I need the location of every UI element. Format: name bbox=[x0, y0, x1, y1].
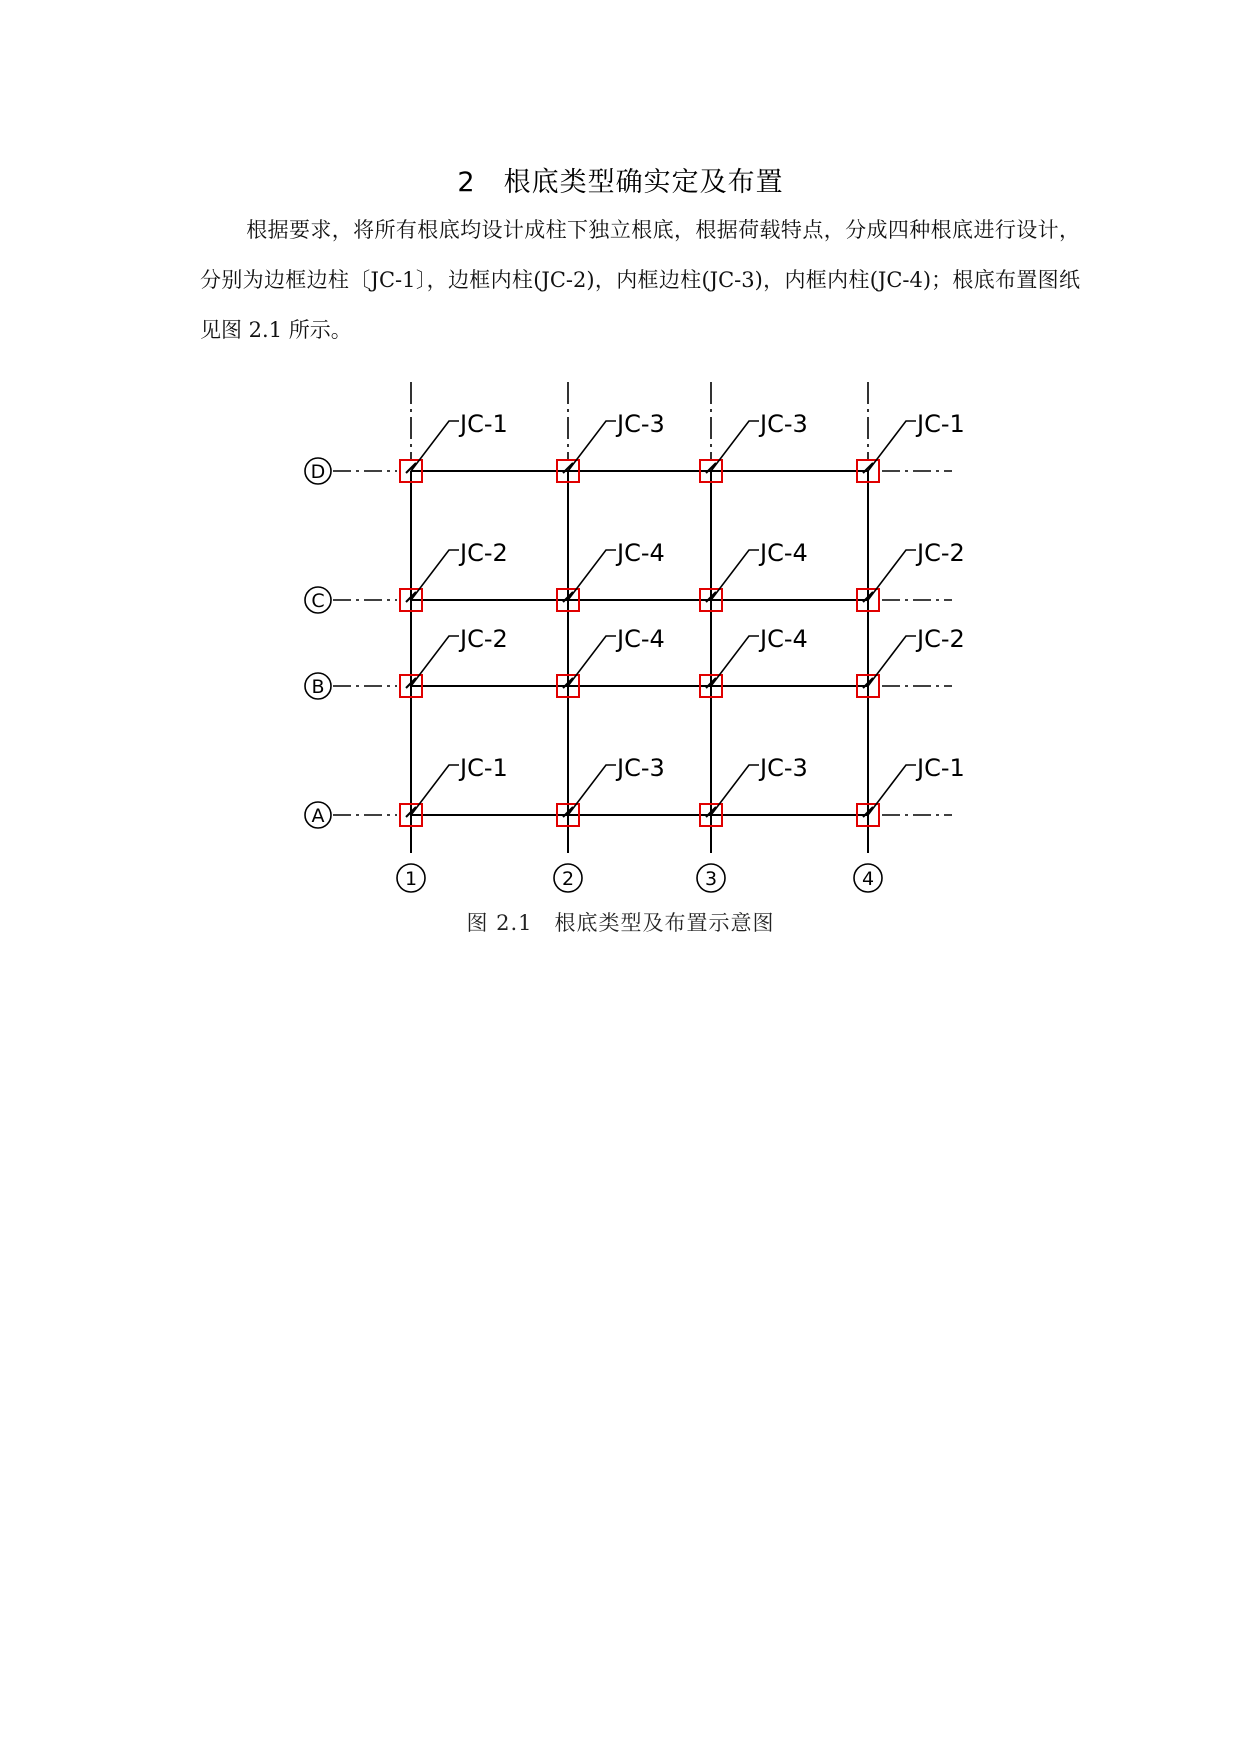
body-paragraph: 根据要求，将所有根底均设计成柱下独立根底，根据荷载特点，分成四种根底进行设计，分别为边框边柱〔JC-1〕，边框内柱(JC-2)，内框边柱(JC-3)，内框内柱(JC-4)；根底布置图纸见图 2.1 所示。 bbox=[200, 218, 1080, 342]
footing-label: JC-1 bbox=[460, 410, 508, 438]
footing-label: JC-3 bbox=[617, 754, 665, 782]
footing-leader bbox=[568, 765, 616, 815]
column-axis-label: 1 bbox=[404, 868, 418, 890]
footing-label: JC-1 bbox=[460, 754, 508, 782]
footing-label: JC-4 bbox=[617, 539, 665, 567]
footing-leader bbox=[711, 636, 759, 686]
figure-caption: 图 2.1 根底类型及布置示意图 bbox=[466, 911, 775, 935]
column-axis-label: 4 bbox=[861, 868, 875, 890]
footing-leader bbox=[711, 421, 759, 471]
footing-label: JC-1 bbox=[917, 410, 965, 438]
footing-leader bbox=[868, 765, 916, 815]
footing-label: JC-4 bbox=[617, 625, 665, 653]
column-axis-label: 3 bbox=[704, 868, 718, 890]
footing-leader bbox=[711, 550, 759, 600]
footing-label: JC-4 bbox=[760, 625, 808, 653]
column-axis-label: 2 bbox=[561, 868, 575, 890]
footing-leader bbox=[711, 765, 759, 815]
footing-label: JC-3 bbox=[617, 410, 665, 438]
row-axis-label: C bbox=[311, 590, 325, 612]
footing-label: JC-2 bbox=[460, 539, 508, 567]
row-axis-label: D bbox=[310, 461, 326, 483]
footing-label: JC-4 bbox=[760, 539, 808, 567]
footing-leader bbox=[411, 765, 459, 815]
footing-leader bbox=[568, 550, 616, 600]
footing-leader bbox=[868, 550, 916, 600]
footing-leader bbox=[411, 421, 459, 471]
footing-leader bbox=[411, 550, 459, 600]
footing-label: JC-2 bbox=[460, 625, 508, 653]
footing-label: JC-2 bbox=[917, 625, 965, 653]
section-heading: 2 根底类型确实定及布置 bbox=[457, 167, 784, 198]
row-axis-label: A bbox=[311, 805, 325, 827]
footing-leader bbox=[568, 636, 616, 686]
footing-label: JC-3 bbox=[760, 410, 808, 438]
row-axis-label: B bbox=[311, 676, 325, 698]
footing-leader bbox=[411, 636, 459, 686]
footing-label: JC-3 bbox=[760, 754, 808, 782]
foundation-layout-figure bbox=[0, 370, 1241, 930]
footing-leader bbox=[868, 421, 916, 471]
footing-leader bbox=[568, 421, 616, 471]
foundation-plan-drawing bbox=[0, 370, 1241, 930]
footing-label: JC-1 bbox=[917, 754, 965, 782]
footing-leader bbox=[868, 636, 916, 686]
footing-label: JC-2 bbox=[917, 539, 965, 567]
